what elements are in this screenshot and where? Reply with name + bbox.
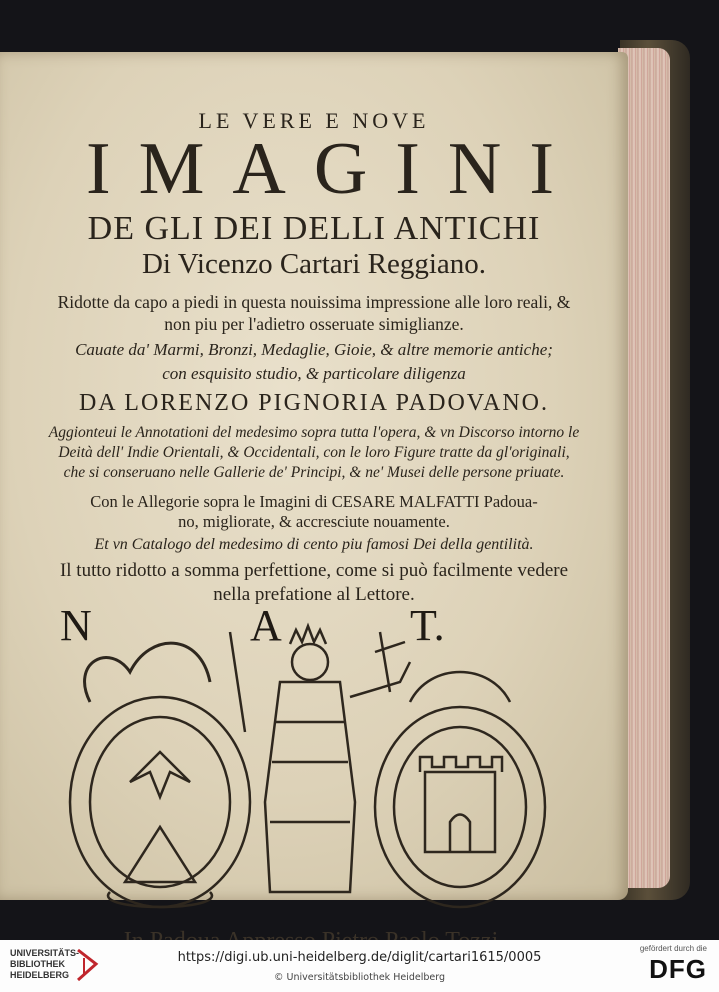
copyright-text: © Universitätsbibliothek Heidelberg: [273, 972, 445, 983]
text-line-7: Cauate da' Marmi, Bronzi, Medaglie, Gioie, & altre memorie antiche;: [75, 340, 553, 359]
library-name-line-3: HEIDELBERG: [10, 970, 70, 980]
subtitle: DE GLI DEI DELLI ANTICHI: [87, 210, 541, 247]
page-url-link[interactable]: https://digi.ub.uni-heidelberg.de/diglit/cartari1615/0005: [177, 950, 542, 965]
dragon-icon: [130, 752, 190, 797]
printer-device-engraving: [50, 622, 570, 922]
right-cartouche: [375, 707, 545, 907]
text-line-13: Con le Allegorie sopra le Imagini di CESARE MALFATTI Padoua-: [90, 492, 538, 511]
text-line-12: che si conseruano nelle Gallerie de' Principi, & ne' Musei delle persone priuate.: [63, 464, 565, 481]
text-line-10: Aggionteui le Annotationi del medesimo sopra tutta l'opera, & vn Discorso intorno le: [48, 424, 580, 441]
text-line-11: Deità dell' Indie Orientali, & Occidentali, con le loro Figure tratte da gl'originali,: [58, 444, 570, 461]
dfg-logo[interactable]: DFG: [649, 954, 707, 984]
library-name-line-1: UNIVERSITÄTS-: [10, 948, 80, 958]
text-line-17: nella prefatione al Lettore.: [213, 584, 415, 605]
author-line: Di Vicenzo Cartari Reggiano.: [141, 248, 486, 280]
stamp-letter-a: A: [250, 601, 282, 650]
viewer-footer: [0, 940, 719, 992]
stamp-letter-n: N: [60, 601, 92, 650]
text-line-15: Et vn Catalogo del medesimo di cento piu famosi Dei della gentilità.: [94, 536, 534, 553]
text-line-14: no, migliorate, & accresciute nouamente.: [178, 512, 450, 531]
text-line-5: Ridotte da capo a piedi in questa nouissima impressione alle loro reali, &: [57, 292, 571, 312]
text-line-8: con esquisito studio, & particolare diligenza: [162, 364, 466, 383]
library-name-line-2: BIBLIOTHEK: [10, 959, 65, 969]
figure-head: [292, 644, 328, 680]
text-line-6: non piu per l'adietro osseruate simiglianze.: [164, 314, 464, 334]
editor-line: DA LORENZO PIGNORIA PADOVANO.: [78, 390, 550, 416]
title-line-1: LE VERE E NOVE: [198, 108, 430, 133]
text-line-16: Il tutto ridotto a somma perfettione, come si può facilmente vedere: [59, 560, 569, 581]
stamp-letter-t: T.: [410, 601, 445, 650]
funder-caption: gefördert durch die: [639, 944, 707, 953]
left-cartouche: [70, 697, 250, 907]
main-title: IMAGINI: [85, 128, 583, 210]
tower-icon: [425, 772, 495, 852]
title-page: [0, 52, 628, 900]
